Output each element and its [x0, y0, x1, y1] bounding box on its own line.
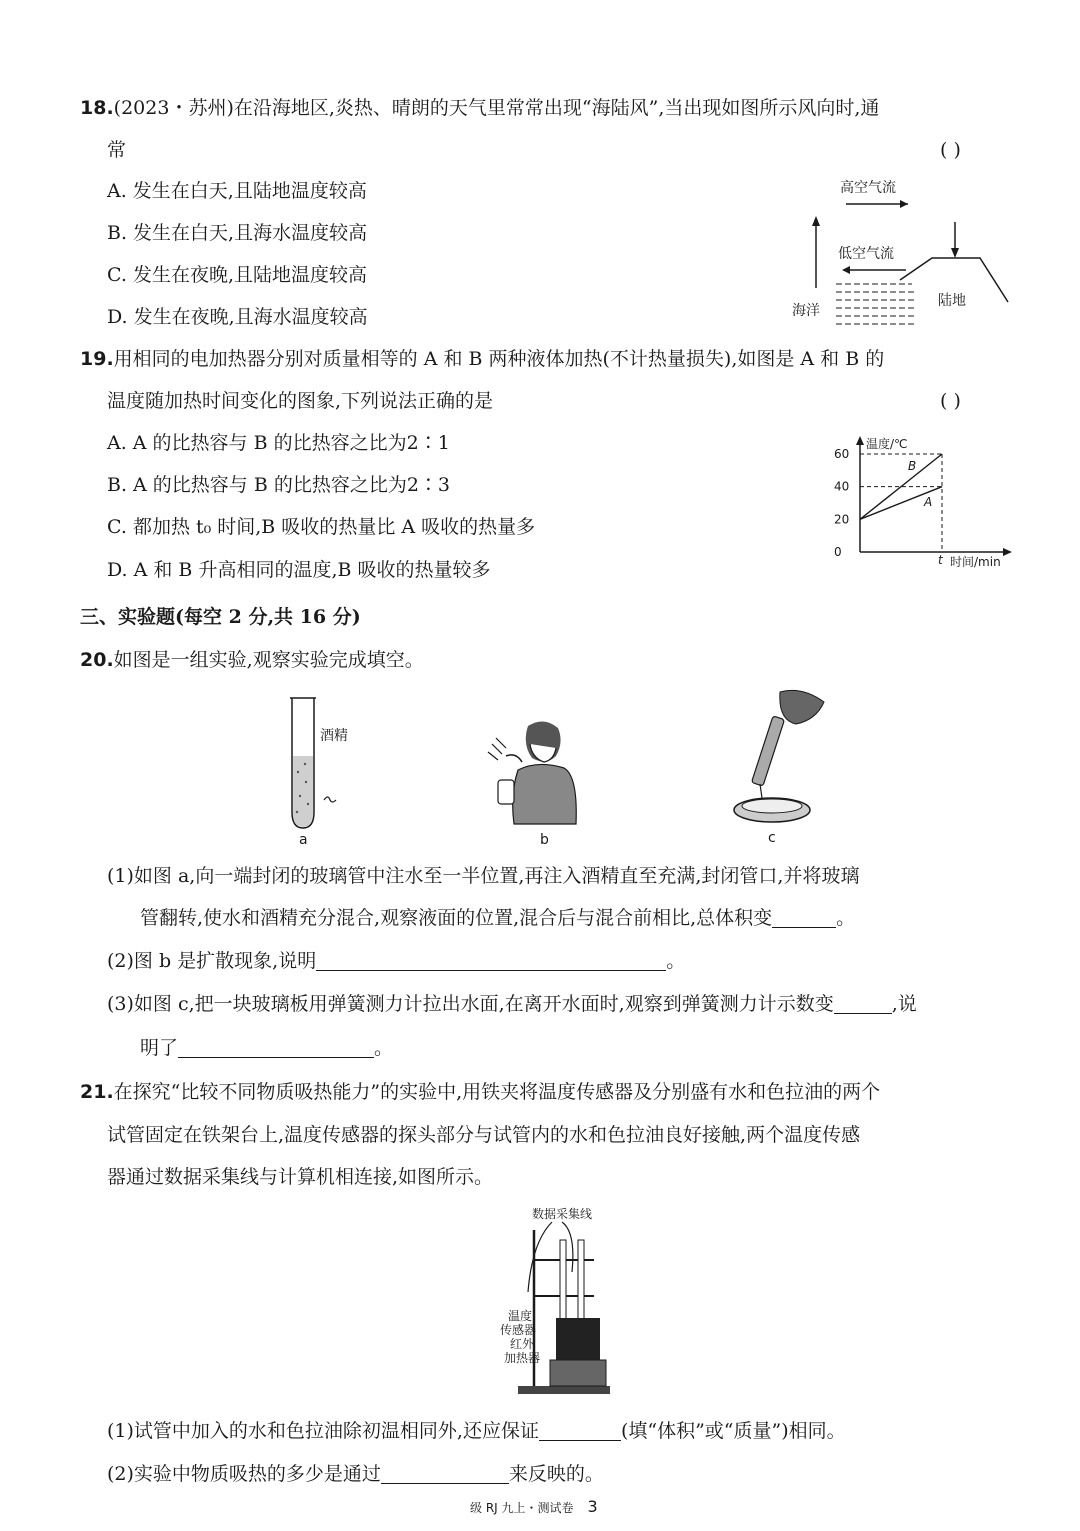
sensor-label-1: 温度 — [508, 1309, 533, 1323]
y-tick-label: 20 — [834, 512, 850, 527]
q20-part3-text: (3)如图 c,把一块玻璃板用弹簧测力计拉出水面,在离开水面时,观察到弹簧测力计示数变 — [107, 993, 834, 1015]
q19-stem-line1 — [80, 345, 884, 373]
q19-stem-line2: 温度随加热时间变化的图象,下列说法正确的是 — [107, 390, 494, 412]
body-sweater — [513, 764, 577, 824]
marker-squiggle — [324, 797, 336, 802]
q20-part3-text2: 明了 — [140, 1037, 179, 1059]
high-air-arrowhead — [900, 200, 908, 208]
q20-part1-text: 管翻转,使水和酒精充分混合,观察液面的位置,混合后与混合前相比,总体积变 — [140, 907, 773, 929]
low-air-label: 低空气流 — [838, 246, 894, 262]
cable-label: 数据采集线 — [532, 1207, 593, 1221]
q21-blank-2[interactable] — [381, 1463, 509, 1484]
q18-stem-text: (2023・苏州)在沿海地区,炎热、晴朗的天气里常常出现“海陆风”,当出现如图所示风向时,通 — [113, 97, 880, 119]
q19-option-c: C. 都加热 t₀ 时间,B 吸收的热量比 A 吸收的热量多 — [107, 516, 536, 538]
q21-stem-line1 — [80, 1078, 880, 1106]
series-group — [860, 454, 942, 519]
question-number: 19. — [80, 348, 114, 370]
question-number: 18. — [80, 97, 114, 119]
q19-temperature-time-chart — [830, 430, 1020, 575]
q20-blank-4[interactable] — [178, 1037, 374, 1058]
tube-liquid — [293, 756, 313, 827]
fig-a-label: a — [299, 832, 308, 848]
q20-part2-text: (2)图 b 是扩散现象,说明 — [107, 950, 317, 972]
q21-apparatus-figure — [490, 1200, 630, 1400]
q18-stem-line2: 常 — [107, 139, 127, 161]
ocean-waves — [836, 284, 914, 324]
q18-sea-land-breeze-figure — [780, 170, 1020, 330]
y-tick-label: 0 — [834, 545, 842, 559]
q21-stem-line3: 器通过数据采集线与计算机相连接,如图所示。 — [107, 1166, 494, 1188]
alcohol-label: 酒精 — [320, 728, 348, 744]
question-number: 21. — [80, 1081, 114, 1103]
q18-option-a: A. 发生在白天,且陆地温度较高 — [107, 180, 367, 202]
y-tick-label: 40 — [834, 479, 850, 494]
land-label: 陆地 — [938, 293, 966, 309]
page-footer — [470, 1497, 598, 1516]
q20-part2 — [107, 947, 685, 975]
q20-part2-end: 。 — [666, 950, 686, 972]
x-axis-arrowhead — [1003, 548, 1012, 556]
q20-stem-text: 如图是一组实验,观察实验完成填空。 — [113, 649, 424, 671]
q19-option-b: B. A 的比热容与 B 的比热容之比为2∶3 — [107, 474, 451, 496]
q21-part2-text: (2)实验中物质吸热的多少是通过 — [107, 1463, 381, 1485]
x-tick-label: t — [938, 553, 943, 567]
section3-title: 三、实验题(每空 2 分,共 16 分) — [80, 606, 361, 628]
q20-figure-b-person — [478, 710, 588, 850]
q19-option-d: D. A 和 B 升高相同的温度,B 吸收的热量较多 — [107, 559, 491, 581]
q20-blank-3[interactable] — [834, 993, 892, 1014]
q21-part1-text: (1)试管中加入的水和色拉油除初温相同外,还应保证 — [107, 1420, 539, 1442]
spring-scale — [751, 716, 784, 786]
sensor-label-2: 传感器 — [500, 1323, 537, 1337]
q20-part3-line1 — [107, 990, 917, 1018]
q18-answer-paren: ( ) — [940, 139, 961, 161]
q21-stem-line2: 试管固定在铁架台上,温度传感器的探头部分与试管内的水和色拉油良好接触,两个温度传感 — [107, 1124, 861, 1146]
q20-part3-cont: ,说 — [891, 993, 917, 1015]
heater-label: 加热器 — [504, 1351, 541, 1365]
q21-part2-end: 来反映的。 — [508, 1463, 604, 1485]
q21-part1-end: (填“体积”或“质量”)相同。 — [620, 1420, 846, 1442]
waft-lines — [488, 738, 506, 760]
q20-part3-line2 — [140, 1034, 393, 1062]
y-tick-label: 60 — [834, 447, 850, 461]
question-number: 20. — [80, 649, 114, 671]
low-air-arrowhead — [842, 266, 850, 274]
footer-text: 级 RJ 九上・测试卷 — [470, 1501, 574, 1515]
series-label-B: B — [908, 459, 917, 473]
q20-part1-line2 — [140, 904, 855, 932]
q20-stem — [80, 646, 424, 674]
q20-part3-end: 。 — [374, 1037, 394, 1059]
q18-option-b: B. 发生在白天,且海水温度较高 — [107, 222, 368, 244]
q18-option-c: C. 发生在夜晚,且陆地温度较高 — [107, 264, 367, 286]
test-tubes-in-heater — [556, 1318, 600, 1360]
page-number: 3 — [587, 1497, 598, 1516]
series-line-B — [860, 454, 942, 519]
q18-stem-line1 — [80, 94, 879, 122]
q20-figure-c-spring-scale — [728, 686, 848, 850]
q21-stem-text: 在探究“比较不同物质吸热能力”的实验中,用铁夹将温度传感器及分别盛有水和色拉油的两个 — [113, 1081, 881, 1103]
hand — [780, 690, 824, 724]
q21-blank-1[interactable] — [539, 1420, 621, 1441]
x-axis-label: 时间/min — [950, 555, 1001, 569]
q20-blank-1[interactable] — [772, 907, 836, 928]
rising-air-arrowhead — [812, 216, 820, 226]
q20-part1-line1: (1)如图 a,向一端封闭的玻璃管中注水至一半位置,再注入酒精直至充满,封闭管口,并将玻璃 — [107, 865, 860, 887]
high-air-label: 高空气流 — [840, 180, 896, 196]
y-axis-label: 温度/℃ — [866, 437, 908, 451]
glass-plate — [742, 799, 802, 813]
q21-part1 — [107, 1417, 846, 1445]
q18-option-d: D. 发生在夜晚,且海水温度较高 — [107, 306, 368, 328]
q21-part2 — [107, 1460, 604, 1488]
q20-figure-a-test-tube — [270, 692, 370, 852]
stand-base — [518, 1386, 610, 1394]
y-axis-arrowhead — [856, 436, 864, 445]
series-label-A: A — [924, 495, 933, 509]
q19-stem-text: 用相同的电加热器分别对质量相等的 A 和 B 两种液体加热(不计热量损失),如图是 A 和 B 的 — [113, 348, 885, 370]
bottle — [498, 780, 514, 804]
q19-option-a: A. A 的比热容与 B 的比热容之比为2∶1 — [107, 432, 450, 454]
fig-c-label: c — [768, 830, 776, 846]
ir-heater — [550, 1360, 606, 1386]
ir-label: 红外 — [510, 1337, 535, 1351]
y-tick-group — [834, 447, 849, 559]
q20-blank-2[interactable] — [316, 950, 666, 971]
data-cable — [528, 1222, 552, 1292]
q19-answer-paren: ( ) — [940, 390, 961, 412]
sinking-air-arrowhead — [951, 248, 959, 258]
ocean-label: 海洋 — [792, 303, 820, 319]
q20-part1-end: 。 — [836, 907, 856, 929]
fig-b-label: b — [540, 832, 549, 848]
